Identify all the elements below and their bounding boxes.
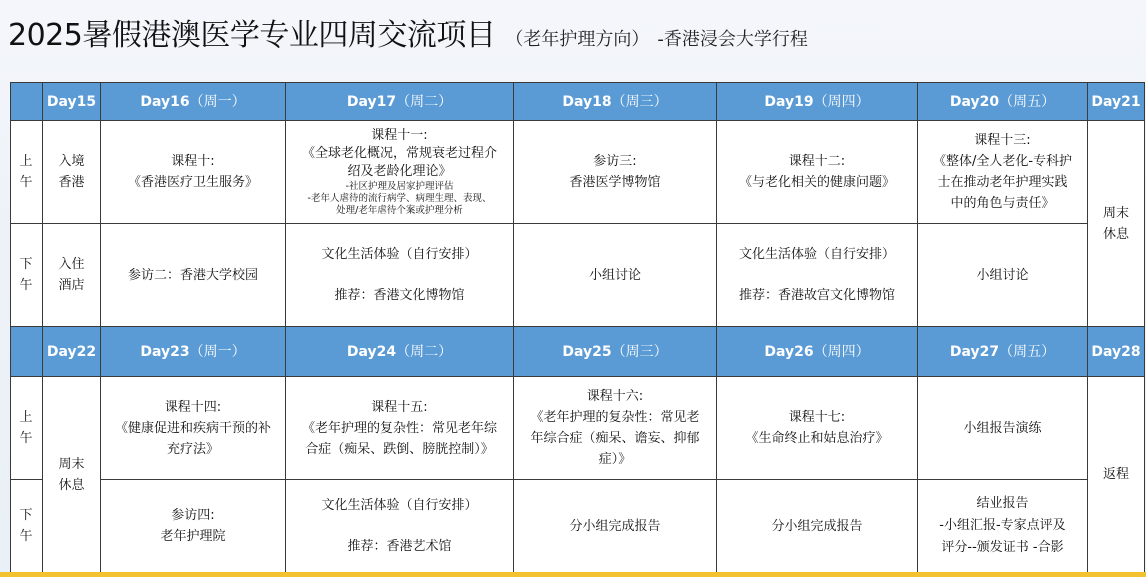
header-day19: Day19（周四） (717, 83, 918, 121)
day23-pm: 参访四: 老年护理院 (101, 480, 286, 573)
header-day25: Day25（周三） (514, 327, 717, 377)
header-day22: Day22 (43, 327, 101, 377)
day16-pm: 参访二：香港大学校园 (101, 224, 286, 327)
week2-pm-row (11, 480, 1145, 573)
week2-am-row (11, 377, 1145, 480)
day21-cell: 周末 休息 (1088, 121, 1145, 327)
header-day27: Day27（周五） (918, 327, 1088, 377)
header-day23: Day23（周一） (101, 327, 286, 377)
week1-am-row (11, 121, 1145, 224)
day27-pm: 结业报告 -小组汇报-专家点评及 评分--颁发证书 -合影 (918, 480, 1088, 573)
am-label: 上 午 (11, 121, 43, 224)
schedule-table (10, 82, 1145, 573)
day16-am: 课程十: 《香港医疗卫生服务》 (101, 121, 286, 224)
day27-am: 小组报告演练 (918, 377, 1088, 480)
header-day18: Day18（周三） (514, 83, 717, 121)
day18-pm: 小组讨论 (514, 224, 717, 327)
title-sub2: -香港浸会大学行程 (657, 29, 808, 50)
day20-am: 课程十三: 《整体/全人老化-专科护 士在推动老年护理实践 中的角色与责任》 (918, 121, 1088, 224)
day25-am: 课程十六: 《老年护理的复杂性：常见老 年综合症（痴呆、谵妄、抑郁 症）》 (514, 377, 717, 480)
day24-am: 课程十五: 《老年护理的复杂性：常见老年综 合症（痴呆、跌倒、膀胱控制）》 (286, 377, 514, 480)
am-label-2: 上 午 (11, 377, 43, 480)
header-day16: Day16（周一） (101, 83, 286, 121)
header-corner (11, 83, 43, 121)
title-main: 2025暑假港澳医学专业四周交流项目 (8, 18, 496, 53)
day22-cell: 周末 休息 (43, 377, 101, 573)
day23-am: 课程十四: 《健康促进和疾病干预的补 充疗法》 (101, 377, 286, 480)
header-corner-2 (11, 327, 43, 377)
day19-pm: 文化生活体验（自行安排） 推荐：香港故宫文化博物馆 (717, 224, 918, 327)
header-day15: Day15 (43, 83, 101, 121)
header-day26: Day26（周四） (717, 327, 918, 377)
page-title (8, 10, 808, 54)
day19-am: 课程十二: 《与老化相关的健康问题》 (717, 121, 918, 224)
day26-pm: 分小组完成报告 (717, 480, 918, 573)
day15-am: 入境 香港 (43, 121, 101, 224)
day26-am: 课程十七: 《生命终止和姑息治疗》 (717, 377, 918, 480)
day18-am: 参访三: 香港医学博物馆 (514, 121, 717, 224)
day17-am: 课程十一: 《全球老化概况，常规衰老过程介 绍及老龄化理论》 -社区护理及居家护理评估 -老年人虐待的流行病学、病理生理、表现、 处理/老年虐待个案或护理分析 (286, 121, 514, 224)
day25-pm: 分小组完成报告 (514, 480, 717, 573)
day15-pm: 入住 酒店 (43, 224, 101, 327)
day20-pm: 小组讨论 (918, 224, 1088, 327)
week2-header-row (11, 327, 1145, 377)
week1-header-row (11, 83, 1145, 121)
title-sub: （老年护理方向） (505, 29, 650, 50)
pm-label-2: 下 午 (11, 480, 43, 573)
bottom-accent-bar (0, 572, 1146, 577)
week1-pm-row (11, 224, 1145, 327)
header-day24: Day24（周二） (286, 327, 514, 377)
header-day20: Day20（周五） (918, 83, 1088, 121)
day28-cell: 返程 (1088, 377, 1145, 573)
day17-pm: 文化生活体验（自行安排） 推荐：香港文化博物馆 (286, 224, 514, 327)
day24-pm: 文化生活体验（自行安排） 推荐：香港艺术馆 (286, 480, 514, 573)
header-day17: Day17（周二） (286, 83, 514, 121)
header-day21: Day21 (1088, 83, 1145, 121)
header-day28: Day28 (1088, 327, 1145, 377)
pm-label: 下 午 (11, 224, 43, 327)
